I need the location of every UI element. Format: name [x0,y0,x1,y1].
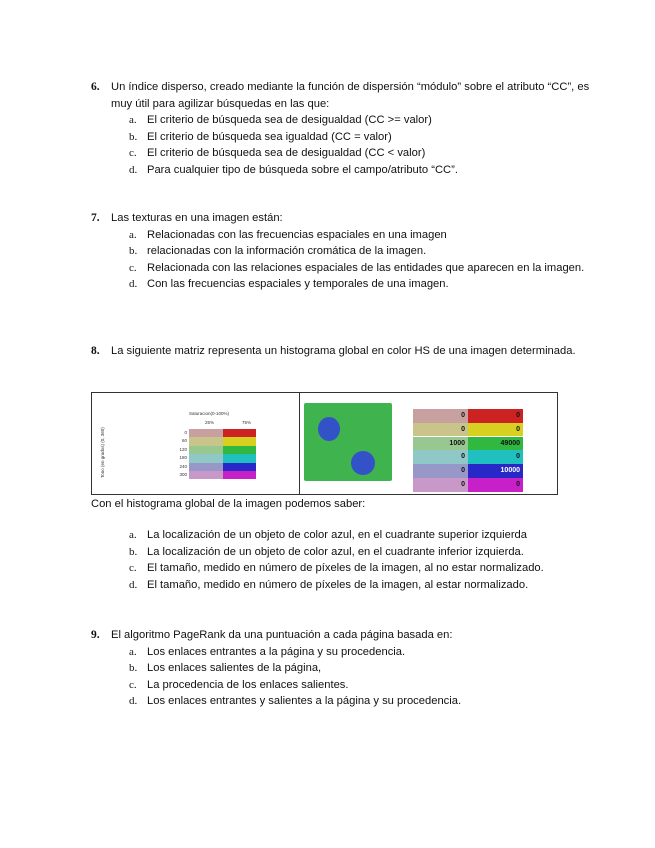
hs-cell-high-sat [223,463,257,471]
hs-cell-low-sat [189,471,223,479]
hs-grid-row [176,429,256,437]
question-8-options [91,527,611,593]
option-text: Los enlaces entrantes y salientes a la página y su procedencia. [147,695,462,708]
hue-label: 300 [179,471,187,477]
count-cell-low-sat: 0 [413,450,468,464]
hs-cell-high-sat [223,471,257,479]
count-cell-low-sat: 0 [413,478,468,492]
option-text: Los enlaces salientes de la página, [147,662,322,675]
hue-label: 180 [179,455,187,461]
option-b [91,660,591,677]
hue-label: 120 [179,446,187,452]
hs-grid-row [176,437,256,445]
saturation-col-25: 25% [205,420,215,425]
count-row [413,437,523,451]
option-c [91,677,591,694]
option-a [91,227,591,244]
hs-grid-row [176,463,256,471]
hs-histogram-figure [91,392,558,495]
count-cell-high-sat: 49000 [468,437,523,451]
count-cell-high-sat: 10000 [468,464,523,478]
option-list [91,527,611,593]
hs-cell-high-sat [223,446,257,454]
question-number: 7. [91,212,100,224]
question-9 [91,627,591,710]
option-text: Los enlaces entrantes a la página y su procedencia. [147,645,406,658]
option-letter: d. [129,278,138,291]
count-cell-high-sat: 0 [468,478,523,492]
figure-divider [299,393,300,494]
option-text: Relacionada con las relaciones espaciales de las entidades que aparecen en la imagen. [147,261,585,274]
hs-cell-high-sat [223,429,257,437]
option-text: relacionadas con la información cromática de la imagen. [147,245,427,258]
question-number: 8. [91,345,100,357]
option-letter: b. [129,245,138,258]
hue-label: 60 [181,438,187,444]
option-letter: d. [129,695,138,708]
question-text: Las texturas en una imagen están: [111,212,283,224]
option-letter: b. [129,662,138,675]
hs-cell-low-sat [189,429,223,437]
hs-cell-low-sat [189,446,223,454]
option-a [91,112,591,129]
option-d [91,693,591,710]
option-letter: a. [129,114,137,127]
option-letter: a. [129,645,137,658]
question-6 [91,79,591,179]
hs-cell-high-sat [223,454,257,462]
question-8-caption: Con el histograma global de la imagen podemos saber: [91,498,366,510]
option-list [91,227,591,293]
count-row [413,478,523,492]
count-cell-high-sat: 0 [468,450,523,464]
count-row [413,423,523,437]
option-text: Con las frecuencias espaciales y temporales de una imagen. [147,278,449,291]
blue-object-upper [318,417,340,441]
question-text: La siguiente matriz representa un histograma global en color HS de una imagen determinada. [111,345,576,357]
question-number: 9. [91,629,100,641]
option-a [91,527,611,544]
hs-grid-row [176,446,256,454]
option-letter: c. [129,562,137,575]
option-text: El tamaño, medido en número de píxeles de la imagen, al estar normalizado. [147,578,529,591]
count-row [413,450,523,464]
count-row [413,464,523,478]
option-text: Relacionadas con las frecuencias espaciales en una imagen [147,228,447,241]
option-letter: b. [129,130,138,143]
option-b [91,129,591,146]
count-cell-low-sat: 0 [413,464,468,478]
question-text: El algoritmo PageRank da una puntuación a cada página basada en: [111,629,453,641]
option-text: El criterio de búsqueda sea de desigualdad (CC < valor) [147,147,426,160]
option-d [91,577,611,594]
hs-cell-low-sat [189,454,223,462]
option-letter: c. [129,678,137,691]
option-text: La procedencia de los enlaces salientes. [147,678,349,691]
option-text: Para cualquier tipo de búsqueda sobre el campo/atributo “CC”. [147,163,458,176]
option-c [91,560,611,577]
hs-cell-low-sat [189,463,223,471]
option-text: La localización de un objeto de color azul, en el cuadrante inferior izquierda. [147,545,524,558]
histogram-count-table [413,409,523,492]
option-b [91,243,591,260]
hue-label: 240 [179,463,187,469]
count-cell-low-sat: 0 [413,423,468,437]
option-text: El criterio de búsqueda sea de desigualdad (CC >= valor) [147,114,432,127]
option-text: El criterio de búsqueda sea igualdad (CC = valor) [147,130,392,143]
blue-object-lower [351,451,375,475]
question-7 [91,210,591,293]
hs-color-grid [176,429,256,479]
hue-label: 0 [184,430,187,435]
count-row [413,409,523,423]
option-d [91,162,591,179]
hs-grid-row [176,454,256,462]
option-letter: d. [129,163,138,176]
count-cell-low-sat: 0 [413,409,468,423]
option-letter: d. [129,578,138,591]
option-list [91,112,591,178]
hs-cell-low-sat [189,437,223,445]
option-letter: a. [129,529,137,541]
option-letter: b. [129,545,138,558]
option-letter: a. [129,228,137,241]
count-cell-high-sat: 0 [468,409,523,423]
option-c [91,260,591,277]
hs-grid-row [176,471,256,479]
option-c [91,145,591,162]
option-a [91,644,591,661]
saturation-title: Saturacion(0-100%) [189,411,230,416]
question-text: Un índice disperso, creado mediante la función de dispersión “módulo” sobre el atributo “CC”, es muy útil para agilizar búsquedas en las que: [111,81,590,110]
option-d [91,276,591,293]
option-letter: c. [129,147,137,160]
count-cell-high-sat: 0 [468,423,523,437]
saturation-col-75: 75% [242,420,252,425]
tone-axis-label: Tono (en grados) (0, 360) [100,427,105,478]
option-list [91,644,591,710]
option-text: La localización de un objeto de color azul, en el cuadrante superior izquierda [147,529,527,541]
option-letter: c. [129,261,137,274]
question-number: 6. [91,81,100,93]
hs-cell-high-sat [223,437,257,445]
scene-image [304,403,392,481]
count-cell-low-sat: 1000 [413,437,468,451]
option-b [91,544,611,561]
question-8 [91,343,591,360]
option-text: El tamaño, medido en número de píxeles de la imagen, al no estar normalizado. [147,562,544,575]
